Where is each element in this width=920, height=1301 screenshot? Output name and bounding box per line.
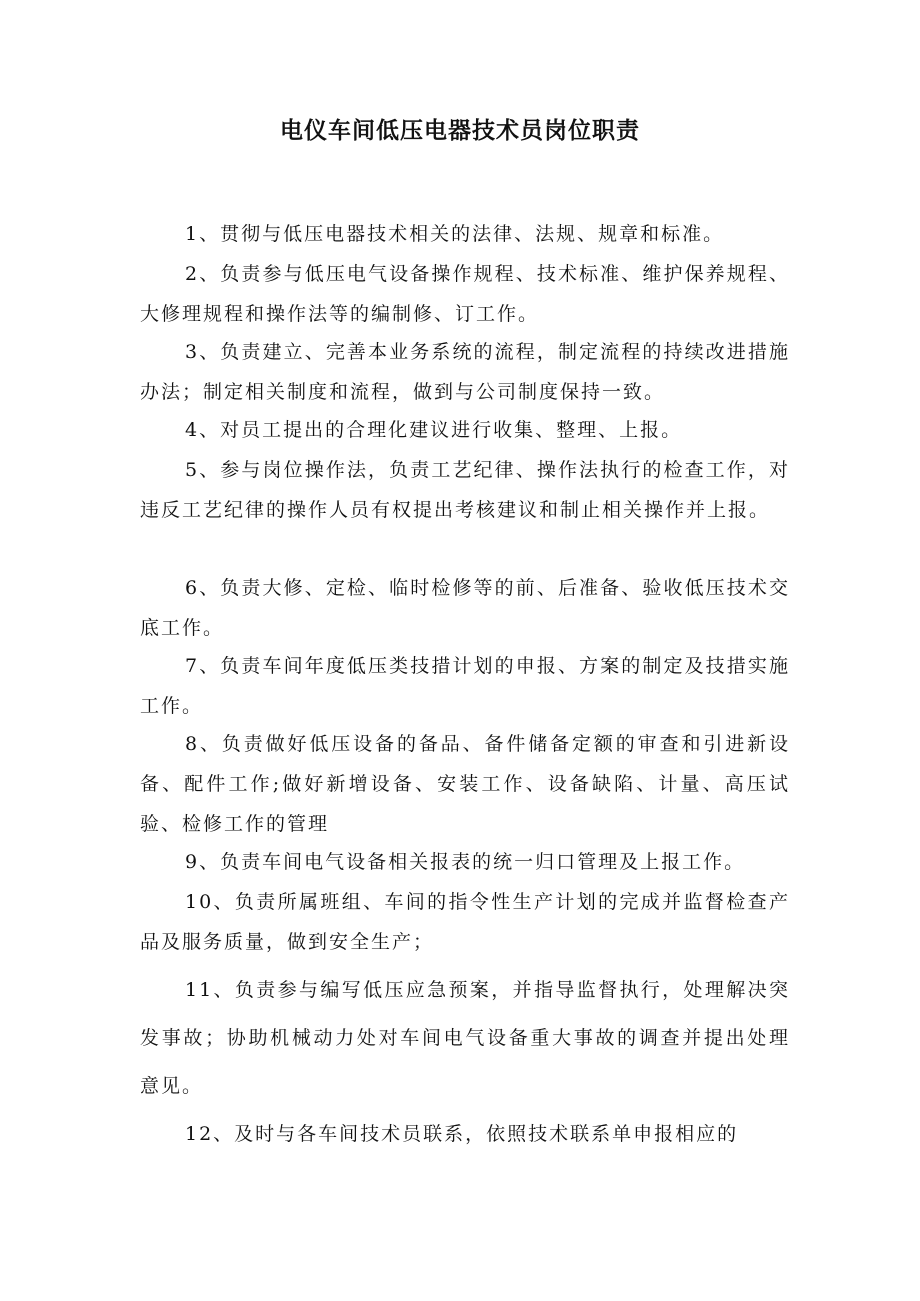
duty-item-12: 12、及时与各车间技术员联系，依照技术联系单申报相应的 (185, 1123, 739, 1145)
duty-item-9: 9、负责车间电气设备相关报表的统一归口管理及上报工作。 (185, 851, 746, 873)
duty-item-2: 2、负责参与低压电气设备操作规程、技术标准、维护保养规程、大修理规程和操作法等的编制修、订工作。 (140, 263, 790, 325)
duty-item-4: 4、对员工提出的合理化建议进行收集、整理、上报。 (185, 419, 683, 441)
document-title: 电仪车间低压电器技术员岗位职责 (280, 118, 640, 144)
duty-item-11: 11、负责参与编写低压应急预案，并指导监督执行，处理解决突发事故；协助机械动力处对车间电气设备重大事故的调查并提出处理意见。 (140, 979, 790, 1097)
duty-item-6: 6、负责大修、定检、临时检修等的前、后准备、验收低压技术交底工作。 (140, 577, 790, 639)
duty-item-7: 7、负责车间年度低压类技措计划的申报、方案的制定及技措实施工作。 (140, 655, 790, 717)
duty-item-1: 1、贯彻与低压电器技术相关的法律、法规、规章和标准。 (185, 223, 725, 245)
duty-item-5: 5、参与岗位操作法，负责工艺纪律、操作法执行的检查工作，对违反工艺纪律的操作人员有权提出考核建议和制止相关操作并上报。 (140, 459, 790, 521)
duty-item-10: 10、负责所属班组、车间的指令性生产计划的完成并监督检查产品及服务质量，做到安全生产； (140, 891, 790, 953)
duty-item-3: 3、负责建立、完善本业务系统的流程，制定流程的持续改进措施办法；制定相关制度和流程，做到与公司制度保持一致。 (140, 341, 790, 403)
duty-item-8: 8、负责做好低压设备的备品、备件储备定额的审查和引进新设备、配件工作;做好新增设备、安装工作、设备缺陷、计量、高压试验、检修工作的管理 (140, 733, 790, 835)
